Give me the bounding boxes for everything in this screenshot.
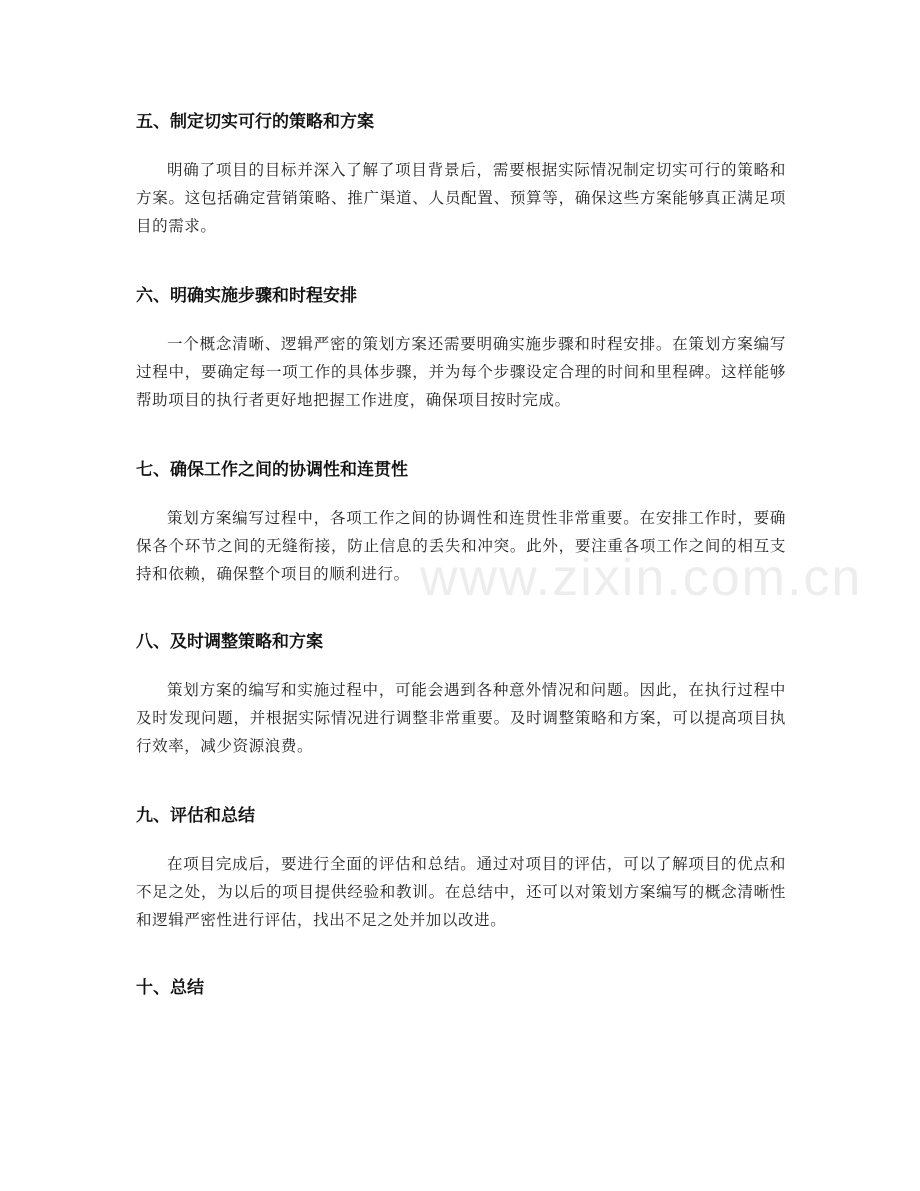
section-heading: 七、确保工作之间的协调性和连贯性 [136, 460, 408, 480]
section-paragraph: 策划方案编写过程中，各项工作之间的协调性和连贯性非常重要。在安排工作时，要确保各个环节之间的无缝衔接，防止信息的丢失和冲突。此外，要注重各项工作之间的相互支持和依赖，确保整个项目的顺利进行。 [136, 509, 786, 583]
section-5 [136, 110, 786, 240]
watermark: www.zixin.com.cn [420, 549, 863, 607]
section-heading: 五、制定切实可行的策略和方案 [136, 112, 374, 132]
section-9 [136, 804, 786, 934]
section-7 [136, 458, 786, 588]
section-8 [136, 630, 786, 760]
section-paragraph: 明确了项目的目标并深入了解了项目背景后，需要根据实际情况制定切实可行的策略和方案。这包括确定营销策略、推广渠道、人员配置、预算等，确保这些方案能够真正满足项目的需求。 [136, 161, 786, 235]
section-6 [136, 284, 786, 414]
section-paragraph: 一个概念清晰、逻辑严密的策划方案还需要明确实施步骤和时程安排。在策划方案编写过程中，要确定每一项工作的具体步骤，并为每个步骤设定合理的时间和里程碑。这样能够帮助项目的执行者更好地把握工作进度，确保项目按时完成。 [136, 335, 786, 409]
section-10 [136, 976, 786, 1000]
section-heading: 九、评估和总结 [136, 806, 255, 826]
section-paragraph: 策划方案的编写和实施过程中，可能会遇到各种意外情况和问题。因此，在执行过程中及时发现问题，并根据实际情况进行调整非常重要。及时调整策略和方案，可以提高项目执行效率，减少资源浪费。 [136, 681, 786, 755]
section-heading: 十、总结 [136, 978, 204, 998]
section-paragraph: 在项目完成后，要进行全面的评估和总结。通过对项目的评估，可以了解项目的优点和不足之处，为以后的项目提供经验和教训。在总结中，还可以对策划方案编写的概念清晰性和逻辑严密性进行评估，找出不足之处并加以改进。 [136, 855, 786, 929]
section-heading: 八、及时调整策略和方案 [136, 632, 323, 652]
section-heading: 六、明确实施步骤和时程安排 [136, 286, 357, 306]
